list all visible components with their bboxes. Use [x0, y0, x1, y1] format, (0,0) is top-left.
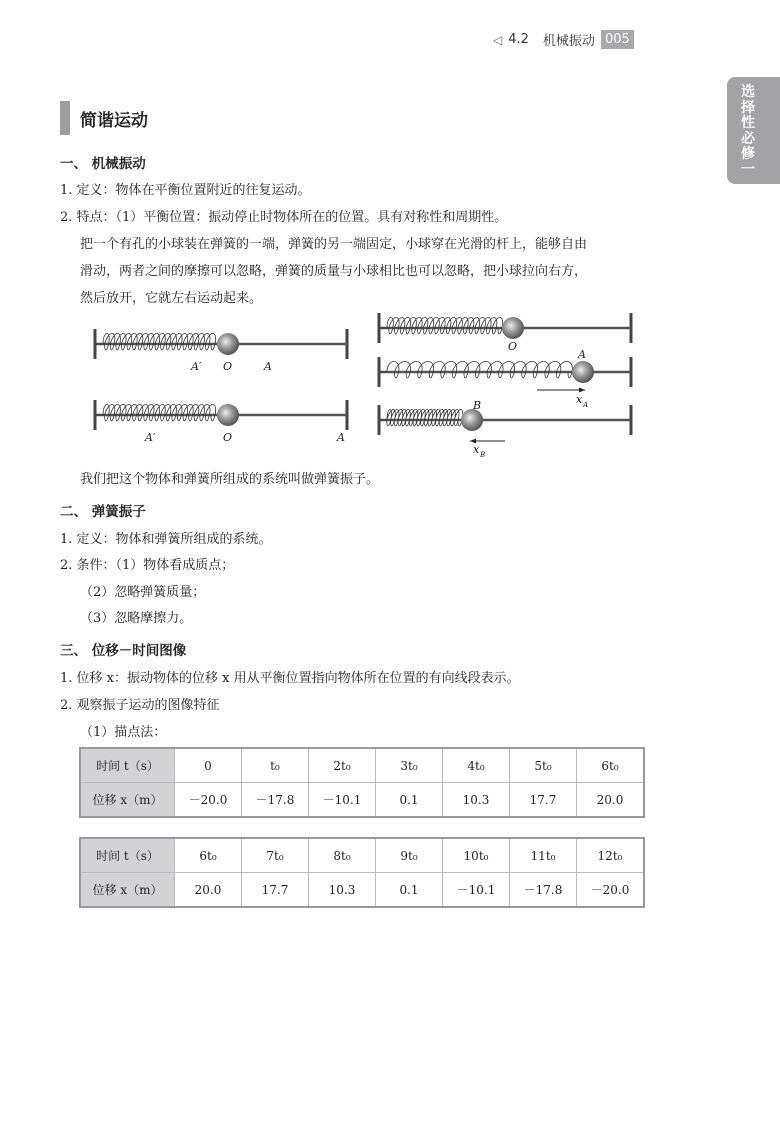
feature: 2. 特点：（1）平衡位置：振动停止时物体所在的位置。具有对称性和周期性。	[60, 210, 508, 225]
label-a: A	[578, 348, 586, 361]
row-header: 位移 x（m）	[80, 783, 175, 818]
table-row	[80, 748, 644, 783]
displacement-definition: 1. 位移 x：振动物体的位移 x 用从平衡位置指向物体所在位置的有向线段表示。	[60, 671, 520, 686]
label-o: O	[508, 340, 518, 353]
table-cell: 5t₀	[510, 748, 577, 783]
condition: （3）忽略摩擦力。	[80, 611, 193, 626]
label-xb: x	[473, 443, 480, 456]
ball	[572, 361, 594, 383]
table-cell: 0	[175, 748, 242, 783]
table-cell: 20.0	[577, 783, 645, 818]
row-header: 时间 t（s）	[80, 748, 175, 783]
table-cell: 20.0	[175, 873, 242, 908]
table-row	[80, 783, 644, 818]
side-tab-char: 必	[741, 130, 755, 147]
table-cell: t₀	[242, 748, 309, 783]
table-cell: 8t₀	[309, 838, 376, 873]
spring	[379, 410, 463, 427]
ball	[502, 317, 524, 339]
table-cell: 10.3	[309, 873, 376, 908]
section-heading: 三、 位移－时间图像	[60, 643, 187, 659]
data-table-1	[79, 747, 645, 818]
row-header: 时间 t（s）	[80, 838, 175, 873]
side-tab-char: 选	[741, 84, 755, 100]
table-cell: －20.0	[175, 783, 242, 818]
triangle-left-icon: ◁	[493, 32, 503, 47]
method: （1）描点法：	[80, 725, 167, 740]
summary: 我们把这个物体和弹簧所组成的系统叫做弹簧振子。	[80, 472, 380, 487]
label-b: B	[473, 399, 482, 412]
ball	[217, 404, 239, 426]
table-cell: －10.1	[309, 783, 376, 818]
label-xb-sub: B	[480, 451, 486, 459]
table-cell: 2t₀	[309, 748, 376, 783]
ball	[461, 409, 483, 431]
table-cell: －17.8	[242, 783, 309, 818]
spring	[379, 362, 572, 379]
table-cell: 6t₀	[175, 838, 242, 873]
side-tab-char: 性	[741, 115, 755, 131]
arrow-head	[579, 388, 585, 393]
label-xa: x	[576, 393, 583, 406]
side-tab-char: 一	[741, 161, 755, 178]
table-cell: 6t₀	[577, 748, 645, 783]
paragraph-line: 然后放开，它就左右运动起来。	[80, 291, 263, 306]
table-cell: －20.0	[577, 873, 645, 908]
condition: 2. 条件：（1）物体看成质点；	[60, 558, 235, 573]
table-cell: 17.7	[510, 783, 577, 818]
observation: 2. 观察振子运动的图像特征	[60, 698, 220, 713]
section-heading: 二、 弹簧振子	[60, 504, 146, 520]
title-text: 简谐运动	[80, 110, 148, 131]
label-xa-sub: A	[583, 401, 589, 409]
table-cell: 11t₀	[510, 838, 577, 873]
table-cell: 4t₀	[443, 748, 510, 783]
condition: （2）忽略弹簧质量；	[80, 585, 206, 600]
label-o: O	[223, 360, 233, 373]
label-a-prime: A′	[191, 360, 202, 373]
table-cell: 10t₀	[443, 838, 510, 873]
definition: 1. 定义：物体和弹簧所组成的系统。	[60, 532, 272, 547]
table-cell: 0.1	[376, 783, 443, 818]
section-number: 4.2	[508, 32, 529, 47]
table-cell: 3t₀	[376, 748, 443, 783]
label-a-prime: A′	[145, 431, 156, 444]
label-a: A	[264, 360, 272, 373]
paragraph-line: 滑动，两者之间的摩擦可以忽略，弹簧的质量与小球相比也可以忽略，把小球拉向右方，	[80, 264, 588, 279]
table-cell: 7t₀	[242, 838, 309, 873]
chapter-title: 机械振动	[542, 34, 595, 49]
label-o: O	[223, 431, 233, 444]
paragraph-line: 把一个有孔的小球装在弹簧的一端，弹簧的另一端固定，小球穿在光滑的杆上，能够自由	[80, 237, 588, 252]
table-row	[80, 838, 644, 873]
table-cell: 12t₀	[577, 838, 645, 873]
label-a: A	[337, 431, 345, 444]
table-cell: －10.1	[443, 873, 510, 908]
side-tab-char: 修	[741, 146, 755, 162]
row-header: 位移 x（m）	[80, 873, 175, 908]
spring	[379, 318, 503, 335]
data-table-2	[79, 837, 645, 908]
section-heading: 一、 机械振动	[60, 156, 146, 172]
definition: 1. 定义：物体在平衡位置附近的往复运动。	[60, 183, 311, 198]
table-row	[80, 873, 644, 908]
spring	[95, 405, 216, 422]
table-cell: 17.7	[242, 873, 309, 908]
spring	[95, 334, 216, 351]
spring-oscillator-figure	[0, 0, 780, 470]
table-cell: 10.3	[443, 783, 510, 818]
table-cell: 9t₀	[376, 838, 443, 873]
ball	[217, 333, 239, 355]
page-number: 005	[601, 30, 634, 49]
table-cell: －17.8	[510, 873, 577, 908]
side-tab-char: 择	[741, 99, 755, 116]
table-cell: 0.1	[376, 873, 443, 908]
